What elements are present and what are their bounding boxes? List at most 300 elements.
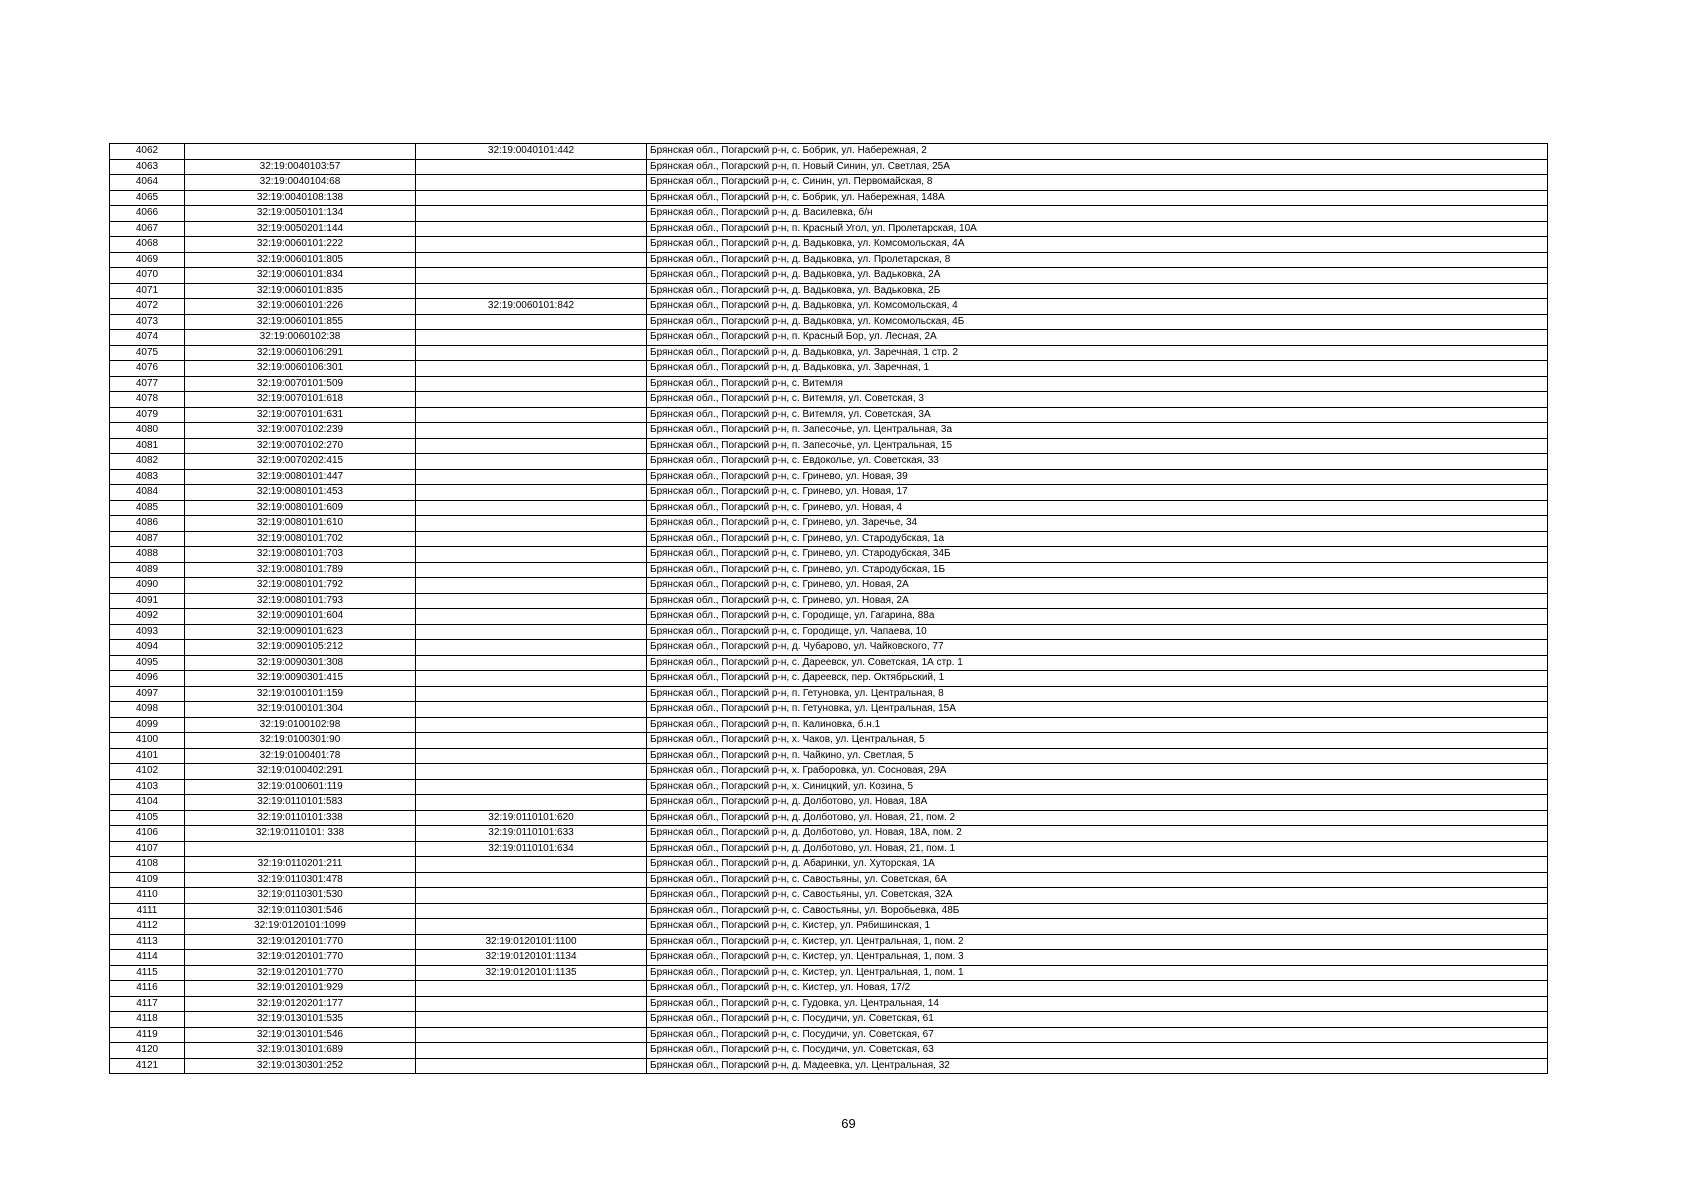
table-row [110, 671, 1548, 687]
row-number-cell: 4065 [110, 190, 185, 206]
cadastral-number-cell: 32:19:0120101:929 [185, 981, 416, 997]
related-cadastral-number-cell [416, 159, 647, 175]
cadastral-number-cell: 32:19:0080101:703 [185, 547, 416, 563]
cadastral-number-cell: 32:19:0050201:144 [185, 221, 416, 237]
cadastral-number-cell: 32:19:0120101:1099 [185, 919, 416, 935]
cadastral-number-cell: 32:19:0100301:90 [185, 733, 416, 749]
table-row [110, 717, 1548, 733]
related-cadastral-number-cell [416, 1012, 647, 1028]
cadastral-number-cell: 32:19:0060106:291 [185, 345, 416, 361]
cadastral-number-cell: 32:19:0120201:177 [185, 996, 416, 1012]
table-row [110, 190, 1548, 206]
cadastral-number-cell: 32:19:0080101:792 [185, 578, 416, 594]
related-cadastral-number-cell [416, 516, 647, 532]
table-row [110, 376, 1548, 392]
related-cadastral-number-cell [416, 578, 647, 594]
related-cadastral-number-cell [416, 593, 647, 609]
table-row [110, 237, 1548, 253]
address-cell: Брянская обл., Погарский р-н, с. Городище, ул. Гагарина, 88а [647, 609, 1548, 625]
row-number-cell: 4094 [110, 640, 185, 656]
table-row [110, 485, 1548, 501]
cadastral-number-cell: 32:19:0090101:623 [185, 624, 416, 640]
cadastral-number-cell: 32:19:0050101:134 [185, 206, 416, 222]
related-cadastral-number-cell [416, 686, 647, 702]
address-cell: Брянская обл., Погарский р-н, д. Долботово, ул. Новая, 21, пом. 2 [647, 810, 1548, 826]
row-number-cell: 4090 [110, 578, 185, 594]
row-number-cell: 4084 [110, 485, 185, 501]
related-cadastral-number-cell [416, 438, 647, 454]
cadastral-number-cell: 32:19:0040104:68 [185, 175, 416, 191]
row-number-cell: 4077 [110, 376, 185, 392]
related-cadastral-number-cell [416, 423, 647, 439]
related-cadastral-number-cell [416, 361, 647, 377]
related-cadastral-number-cell [416, 779, 647, 795]
address-cell: Брянская обл., Погарский р-н, с. Гринево, ул. Новая, 17 [647, 485, 1548, 501]
row-number-cell: 4087 [110, 531, 185, 547]
cadastral-number-cell: 32:19:0110301:530 [185, 888, 416, 904]
cadastral-number-cell: 32:19:0090101:604 [185, 609, 416, 625]
table-row [110, 996, 1548, 1012]
related-cadastral-number-cell [416, 655, 647, 671]
address-cell: Брянская обл., Погарский р-н, п. Калиновка, б.н.1 [647, 717, 1548, 733]
address-cell: Брянская обл., Погарский р-н, с. Савостьяны, ул. Советская, 6А [647, 872, 1548, 888]
row-number-cell: 4093 [110, 624, 185, 640]
row-number-cell: 4069 [110, 252, 185, 268]
row-number-cell: 4079 [110, 407, 185, 423]
row-number-cell: 4097 [110, 686, 185, 702]
cadastral-number-cell: 32:19:0070101:631 [185, 407, 416, 423]
row-number-cell: 4100 [110, 733, 185, 749]
cadastral-number-cell: 32:19:0080101:793 [185, 593, 416, 609]
related-cadastral-number-cell [416, 562, 647, 578]
table-row [110, 1012, 1548, 1028]
address-cell: Брянская обл., Погарский р-н, с. Гринево, ул. Стародубская, 34Б [647, 547, 1548, 563]
table-row [110, 562, 1548, 578]
table-row [110, 919, 1548, 935]
row-number-cell: 4071 [110, 283, 185, 299]
cadastral-number-cell: 32:19:0070101:618 [185, 392, 416, 408]
table-row [110, 810, 1548, 826]
related-cadastral-number-cell: 32:19:0120101:1134 [416, 950, 647, 966]
row-number-cell: 4064 [110, 175, 185, 191]
cadastral-number-cell: 32:19:0120101:770 [185, 965, 416, 981]
related-cadastral-number-cell: 32:19:0120101:1100 [416, 934, 647, 950]
table-row [110, 345, 1548, 361]
address-cell: Брянская обл., Погарский р-н, с. Кистер, ул. Новая, 17/2 [647, 981, 1548, 997]
address-cell: Брянская обл., Погарский р-н, х. Граборовка, ул. Сосновая, 29А [647, 764, 1548, 780]
address-cell: Брянская обл., Погарский р-н, с. Дареевск, ул. Советская, 1А стр. 1 [647, 655, 1548, 671]
cadastral-number-cell: 32:19:0060101:805 [185, 252, 416, 268]
row-number-cell: 4066 [110, 206, 185, 222]
address-cell: Брянская обл., Погарский р-н, с. Гринево, ул. Заречье, 34 [647, 516, 1548, 532]
row-number-cell: 4099 [110, 717, 185, 733]
address-cell: Брянская обл., Погарский р-н, с. Гринево, ул. Стародубская, 1а [647, 531, 1548, 547]
cadastral-number-cell: 32:19:0100101:159 [185, 686, 416, 702]
cadastral-number-cell: 32:19:0060101:834 [185, 268, 416, 284]
cadastral-number-cell: 32:19:0080101:609 [185, 500, 416, 516]
cadastral-number-cell: 32:19:0100601:119 [185, 779, 416, 795]
row-number-cell: 4081 [110, 438, 185, 454]
table-row [110, 469, 1548, 485]
row-number-cell: 4063 [110, 159, 185, 175]
table-row [110, 438, 1548, 454]
table-row [110, 841, 1548, 857]
address-cell: Брянская обл., Погарский р-н, с. Евдоколье, ул. Советская, 33 [647, 454, 1548, 470]
related-cadastral-number-cell [416, 407, 647, 423]
table-row [110, 361, 1548, 377]
address-cell: Брянская обл., Погарский р-н, с. Савостьяны, ул. Советская, 32А [647, 888, 1548, 904]
table-row [110, 702, 1548, 718]
table-row [110, 407, 1548, 423]
row-number-cell: 4068 [110, 237, 185, 253]
address-cell: Брянская обл., Погарский р-н, д. Вадьковка, ул. Комсомольская, 4 [647, 299, 1548, 315]
table-row [110, 981, 1548, 997]
cadastral-number-cell [185, 841, 416, 857]
address-cell: Брянская обл., Погарский р-н, с. Посудичи, ул. Советская, 67 [647, 1027, 1548, 1043]
related-cadastral-number-cell: 32:19:0120101:1135 [416, 965, 647, 981]
row-number-cell: 4111 [110, 903, 185, 919]
table-row [110, 268, 1548, 284]
cadastral-number-cell: 32:19:0080101:610 [185, 516, 416, 532]
address-cell: Брянская обл., Погарский р-н, д. Вадьковка, ул. Вадьковка, 2Б [647, 283, 1548, 299]
address-cell: Брянская обл., Погарский р-н, д. Вадьковка, ул. Пролетарская, 8 [647, 252, 1548, 268]
registry-table-body [110, 144, 1548, 1074]
address-cell: Брянская обл., Погарский р-н, с. Гринево, ул. Стародубская, 1Б [647, 562, 1548, 578]
table-row [110, 144, 1548, 160]
row-number-cell: 4121 [110, 1058, 185, 1074]
related-cadastral-number-cell: 32:19:0040101:442 [416, 144, 647, 160]
address-cell: Брянская обл., Погарский р-н, с. Савостьяны, ул. Воробьевка, 48Б [647, 903, 1548, 919]
address-cell: Брянская обл., Погарский р-н, с. Бобрик, ул. Набережная, 2 [647, 144, 1548, 160]
table-row [110, 175, 1548, 191]
table-row [110, 826, 1548, 842]
cadastral-number-cell: 32:19:0060101:855 [185, 314, 416, 330]
cadastral-number-cell: 32:19:0110101:583 [185, 795, 416, 811]
cadastral-number-cell: 32:19:0070102:270 [185, 438, 416, 454]
related-cadastral-number-cell [416, 268, 647, 284]
table-row [110, 578, 1548, 594]
table-row [110, 314, 1548, 330]
address-cell: Брянская обл., Погарский р-н, с. Кистер, ул. Центральная, 1, пом. 3 [647, 950, 1548, 966]
row-number-cell: 4113 [110, 934, 185, 950]
row-number-cell: 4085 [110, 500, 185, 516]
address-cell: Брянская обл., Погарский р-н, с. Витемля, ул. Советская, 3 [647, 392, 1548, 408]
related-cadastral-number-cell [416, 702, 647, 718]
table-row [110, 221, 1548, 237]
row-number-cell: 4080 [110, 423, 185, 439]
row-number-cell: 4109 [110, 872, 185, 888]
table-row [110, 764, 1548, 780]
table-row [110, 872, 1548, 888]
related-cadastral-number-cell [416, 330, 647, 346]
address-cell: Брянская обл., Погарский р-н, п. Чайкино, ул. Светлая, 5 [647, 748, 1548, 764]
cadastral-number-cell: 32:19:0070101:509 [185, 376, 416, 392]
related-cadastral-number-cell [416, 624, 647, 640]
row-number-cell: 4095 [110, 655, 185, 671]
table-row [110, 934, 1548, 950]
cadastral-number-cell: 32:19:0040103:57 [185, 159, 416, 175]
table-row [110, 640, 1548, 656]
related-cadastral-number-cell [416, 485, 647, 501]
related-cadastral-number-cell [416, 795, 647, 811]
address-cell: Брянская обл., Погарский р-н, с. Бобрик, ул. Набережная, 148А [647, 190, 1548, 206]
table-row [110, 206, 1548, 222]
address-cell: Брянская обл., Погарский р-н, с. Витемля [647, 376, 1548, 392]
table-row [110, 950, 1548, 966]
address-cell: Брянская обл., Погарский р-н, д. Вадьковка, ул. Комсомольская, 4А [647, 237, 1548, 253]
cadastral-number-cell: 32:19:0060102:38 [185, 330, 416, 346]
row-number-cell: 4091 [110, 593, 185, 609]
related-cadastral-number-cell [416, 345, 647, 361]
address-cell: Брянская обл., Погарский р-н, х. Чаков, ул. Центральная, 5 [647, 733, 1548, 749]
related-cadastral-number-cell [416, 237, 647, 253]
table-row [110, 888, 1548, 904]
address-cell: Брянская обл., Погарский р-н, с. Кистер, ул. Центральная, 1, пом. 2 [647, 934, 1548, 950]
cadastral-number-cell: 32:19:0070102:239 [185, 423, 416, 439]
related-cadastral-number-cell [416, 609, 647, 625]
cadastral-number-cell: 32:19:0130101:535 [185, 1012, 416, 1028]
cadastral-number-cell: 32:19:0080101:702 [185, 531, 416, 547]
table-row [110, 655, 1548, 671]
cadastral-number-cell: 32:19:0090301:308 [185, 655, 416, 671]
address-cell: Брянская обл., Погарский р-н, с. Городище, ул. Чапаева, 10 [647, 624, 1548, 640]
table-row [110, 965, 1548, 981]
row-number-cell: 4062 [110, 144, 185, 160]
row-number-cell: 4120 [110, 1043, 185, 1059]
row-number-cell: 4117 [110, 996, 185, 1012]
registry-table [109, 143, 1548, 1074]
page-number: 69 [841, 1116, 856, 1131]
table-row [110, 547, 1548, 563]
address-cell: Брянская обл., Погарский р-н, п. Красный Угол, ул. Пролетарская, 10А [647, 221, 1548, 237]
cadastral-number-cell: 32:19:0040108:138 [185, 190, 416, 206]
table-row [110, 454, 1548, 470]
row-number-cell: 4106 [110, 826, 185, 842]
cadastral-number-cell: 32:19:0130301:252 [185, 1058, 416, 1074]
cadastral-number-cell: 32:19:0120101:770 [185, 950, 416, 966]
table-row [110, 593, 1548, 609]
address-cell: Брянская обл., Погарский р-н, д. Абаринки, ул. Хуторская, 1А [647, 857, 1548, 873]
address-cell: Брянская обл., Погарский р-н, с. Гринево, ул. Новая, 2А [647, 593, 1548, 609]
row-number-cell: 4096 [110, 671, 185, 687]
related-cadastral-number-cell [416, 252, 647, 268]
related-cadastral-number-cell [416, 872, 647, 888]
address-cell: Брянская обл., Погарский р-н, с. Кистер, ул. Центральная, 1, пом. 1 [647, 965, 1548, 981]
related-cadastral-number-cell [416, 314, 647, 330]
table-row [110, 159, 1548, 175]
related-cadastral-number-cell: 32:19:0110101:634 [416, 841, 647, 857]
table-row [110, 252, 1548, 268]
row-number-cell: 4101 [110, 748, 185, 764]
table-row [110, 299, 1548, 315]
related-cadastral-number-cell [416, 206, 647, 222]
cadastral-number-cell: 32:19:0090105:212 [185, 640, 416, 656]
table-row [110, 1043, 1548, 1059]
related-cadastral-number-cell [416, 748, 647, 764]
address-cell: Брянская обл., Погарский р-н, д. Долботово, ул. Новая, 18А, пом. 2 [647, 826, 1548, 842]
address-cell: Брянская обл., Погарский р-н, д. Чубарово, ул. Чайковского, 77 [647, 640, 1548, 656]
related-cadastral-number-cell: 32:19:0110101:620 [416, 810, 647, 826]
related-cadastral-number-cell [416, 996, 647, 1012]
table-row [110, 330, 1548, 346]
address-cell: Брянская обл., Погарский р-н, с. Гринево, ул. Новая, 2А [647, 578, 1548, 594]
address-cell: Брянская обл., Погарский р-н, д. Вадьковка, ул. Заречная, 1 [647, 361, 1548, 377]
related-cadastral-number-cell [416, 1058, 647, 1074]
address-cell: Брянская обл., Погарский р-н, с. Гринево, ул. Новая, 39 [647, 469, 1548, 485]
table-row [110, 500, 1548, 516]
related-cadastral-number-cell [416, 175, 647, 191]
address-cell: Брянская обл., Погарский р-н, с. Посудичи, ул. Советская, 61 [647, 1012, 1548, 1028]
related-cadastral-number-cell [416, 283, 647, 299]
related-cadastral-number-cell [416, 531, 647, 547]
related-cadastral-number-cell [416, 857, 647, 873]
table-row [110, 392, 1548, 408]
cadastral-number-cell: 32:19:0100401:78 [185, 748, 416, 764]
related-cadastral-number-cell [416, 919, 647, 935]
row-number-cell: 4092 [110, 609, 185, 625]
address-cell: Брянская обл., Погарский р-н, с. Гринево, ул. Новая, 4 [647, 500, 1548, 516]
row-number-cell: 4072 [110, 299, 185, 315]
address-cell: Брянская обл., Погарский р-н, п. Запесочье, ул. Центральная, 3а [647, 423, 1548, 439]
cadastral-number-cell: 32:19:0070202:415 [185, 454, 416, 470]
address-cell: Брянская обл., Погарский р-н, д. Долботово, ул. Новая, 18А [647, 795, 1548, 811]
row-number-cell: 4088 [110, 547, 185, 563]
table-row [110, 903, 1548, 919]
row-number-cell: 4115 [110, 965, 185, 981]
related-cadastral-number-cell [416, 500, 647, 516]
address-cell: Брянская обл., Погарский р-н, п. Новый Синин, ул. Светлая, 25А [647, 159, 1548, 175]
row-number-cell: 4073 [110, 314, 185, 330]
related-cadastral-number-cell [416, 469, 647, 485]
cadastral-number-cell: 32:19:0100402:291 [185, 764, 416, 780]
row-number-cell: 4107 [110, 841, 185, 857]
related-cadastral-number-cell: 32:19:0060101:842 [416, 299, 647, 315]
address-cell: Брянская обл., Погарский р-н, д. Вадьковка, ул. Вадьковка, 2А [647, 268, 1548, 284]
related-cadastral-number-cell [416, 376, 647, 392]
related-cadastral-number-cell [416, 717, 647, 733]
related-cadastral-number-cell [416, 764, 647, 780]
related-cadastral-number-cell [416, 392, 647, 408]
cadastral-number-cell: 32:19:0090301:415 [185, 671, 416, 687]
row-number-cell: 4112 [110, 919, 185, 935]
cadastral-number-cell: 32:19:0080101:453 [185, 485, 416, 501]
address-cell: Брянская обл., Погарский р-н, д. Василевка, б/н [647, 206, 1548, 222]
cadastral-number-cell: 32:19:0100101:304 [185, 702, 416, 718]
related-cadastral-number-cell [416, 1043, 647, 1059]
table-row [110, 733, 1548, 749]
related-cadastral-number-cell [416, 221, 647, 237]
row-number-cell: 4119 [110, 1027, 185, 1043]
cadastral-number-cell [185, 144, 416, 160]
row-number-cell: 4102 [110, 764, 185, 780]
row-number-cell: 4075 [110, 345, 185, 361]
cadastral-number-cell: 32:19:0110101: 338 [185, 826, 416, 842]
address-cell: Брянская обл., Погарский р-н, п. Гетуновка, ул. Центральная, 15А [647, 702, 1548, 718]
row-number-cell: 4067 [110, 221, 185, 237]
cadastral-number-cell: 32:19:0110101:338 [185, 810, 416, 826]
cadastral-number-cell: 32:19:0100102:98 [185, 717, 416, 733]
row-number-cell: 4074 [110, 330, 185, 346]
table-row [110, 1027, 1548, 1043]
cadastral-number-cell: 32:19:0130101:546 [185, 1027, 416, 1043]
address-cell: Брянская обл., Погарский р-н, с. Витемля, ул. Советская, 3А [647, 407, 1548, 423]
related-cadastral-number-cell [416, 640, 647, 656]
row-number-cell: 4104 [110, 795, 185, 811]
related-cadastral-number-cell [416, 1027, 647, 1043]
address-cell: Брянская обл., Погарский р-н, д. Вадьковка, ул. Комсомольская, 4Б [647, 314, 1548, 330]
cadastral-number-cell: 32:19:0130101:689 [185, 1043, 416, 1059]
related-cadastral-number-cell [416, 903, 647, 919]
table-row [110, 609, 1548, 625]
related-cadastral-number-cell [416, 454, 647, 470]
row-number-cell: 4076 [110, 361, 185, 377]
address-cell: Брянская обл., Погарский р-н, с. Гудовка, ул. Центральная, 14 [647, 996, 1548, 1012]
related-cadastral-number-cell [416, 888, 647, 904]
row-number-cell: 4089 [110, 562, 185, 578]
address-cell: Брянская обл., Погарский р-н, с. Дареевск, пер. Октябрьский, 1 [647, 671, 1548, 687]
table-row [110, 857, 1548, 873]
row-number-cell: 4108 [110, 857, 185, 873]
table-row [110, 624, 1548, 640]
cadastral-number-cell: 32:19:0060101:226 [185, 299, 416, 315]
cadastral-number-cell: 32:19:0110201:211 [185, 857, 416, 873]
table-row [110, 531, 1548, 547]
address-cell: Брянская обл., Погарский р-н, х. Синицкий, ул. Козина, 5 [647, 779, 1548, 795]
table-row [110, 1058, 1548, 1074]
related-cadastral-number-cell [416, 981, 647, 997]
table-row [110, 516, 1548, 532]
related-cadastral-number-cell [416, 733, 647, 749]
table-row [110, 748, 1548, 764]
row-number-cell: 4070 [110, 268, 185, 284]
table-row [110, 779, 1548, 795]
row-number-cell: 4078 [110, 392, 185, 408]
row-number-cell: 4086 [110, 516, 185, 532]
related-cadastral-number-cell: 32:19:0110101:633 [416, 826, 647, 842]
row-number-cell: 4114 [110, 950, 185, 966]
cadastral-number-cell: 32:19:0060106:301 [185, 361, 416, 377]
address-cell: Брянская обл., Погарский р-н, с. Посудичи, ул. Советская, 63 [647, 1043, 1548, 1059]
cadastral-number-cell: 32:19:0060101:222 [185, 237, 416, 253]
table-row [110, 283, 1548, 299]
cadastral-number-cell: 32:19:0110301:546 [185, 903, 416, 919]
row-number-cell: 4098 [110, 702, 185, 718]
row-number-cell: 4110 [110, 888, 185, 904]
address-cell: Брянская обл., Погарский р-н, д. Вадьковка, ул. Заречная, 1 стр. 2 [647, 345, 1548, 361]
address-cell: Брянская обл., Погарский р-н, п. Запесочье, ул. Центральная, 15 [647, 438, 1548, 454]
cadastral-number-cell: 32:19:0120101:770 [185, 934, 416, 950]
address-cell: Брянская обл., Погарский р-н, с. Синин, ул. Первомайская, 8 [647, 175, 1548, 191]
table-row [110, 423, 1548, 439]
related-cadastral-number-cell [416, 190, 647, 206]
row-number-cell: 4118 [110, 1012, 185, 1028]
row-number-cell: 4116 [110, 981, 185, 997]
address-cell: Брянская обл., Погарский р-н, п. Красный Бор, ул. Лесная, 2А [647, 330, 1548, 346]
address-cell: Брянская обл., Погарский р-н, д. Мадеевка, ул. Центральная, 32 [647, 1058, 1548, 1074]
row-number-cell: 4082 [110, 454, 185, 470]
table-row [110, 795, 1548, 811]
row-number-cell: 4103 [110, 779, 185, 795]
related-cadastral-number-cell [416, 547, 647, 563]
row-number-cell: 4105 [110, 810, 185, 826]
table-row [110, 686, 1548, 702]
cadastral-number-cell: 32:19:0060101:835 [185, 283, 416, 299]
address-cell: Брянская обл., Погарский р-н, п. Гетуновка, ул. Центральная, 8 [647, 686, 1548, 702]
cadastral-number-cell: 32:19:0110301:478 [185, 872, 416, 888]
related-cadastral-number-cell [416, 671, 647, 687]
address-cell: Брянская обл., Погарский р-н, с. Кистер, ул. Рябишинская, 1 [647, 919, 1548, 935]
cadastral-number-cell: 32:19:0080101:789 [185, 562, 416, 578]
